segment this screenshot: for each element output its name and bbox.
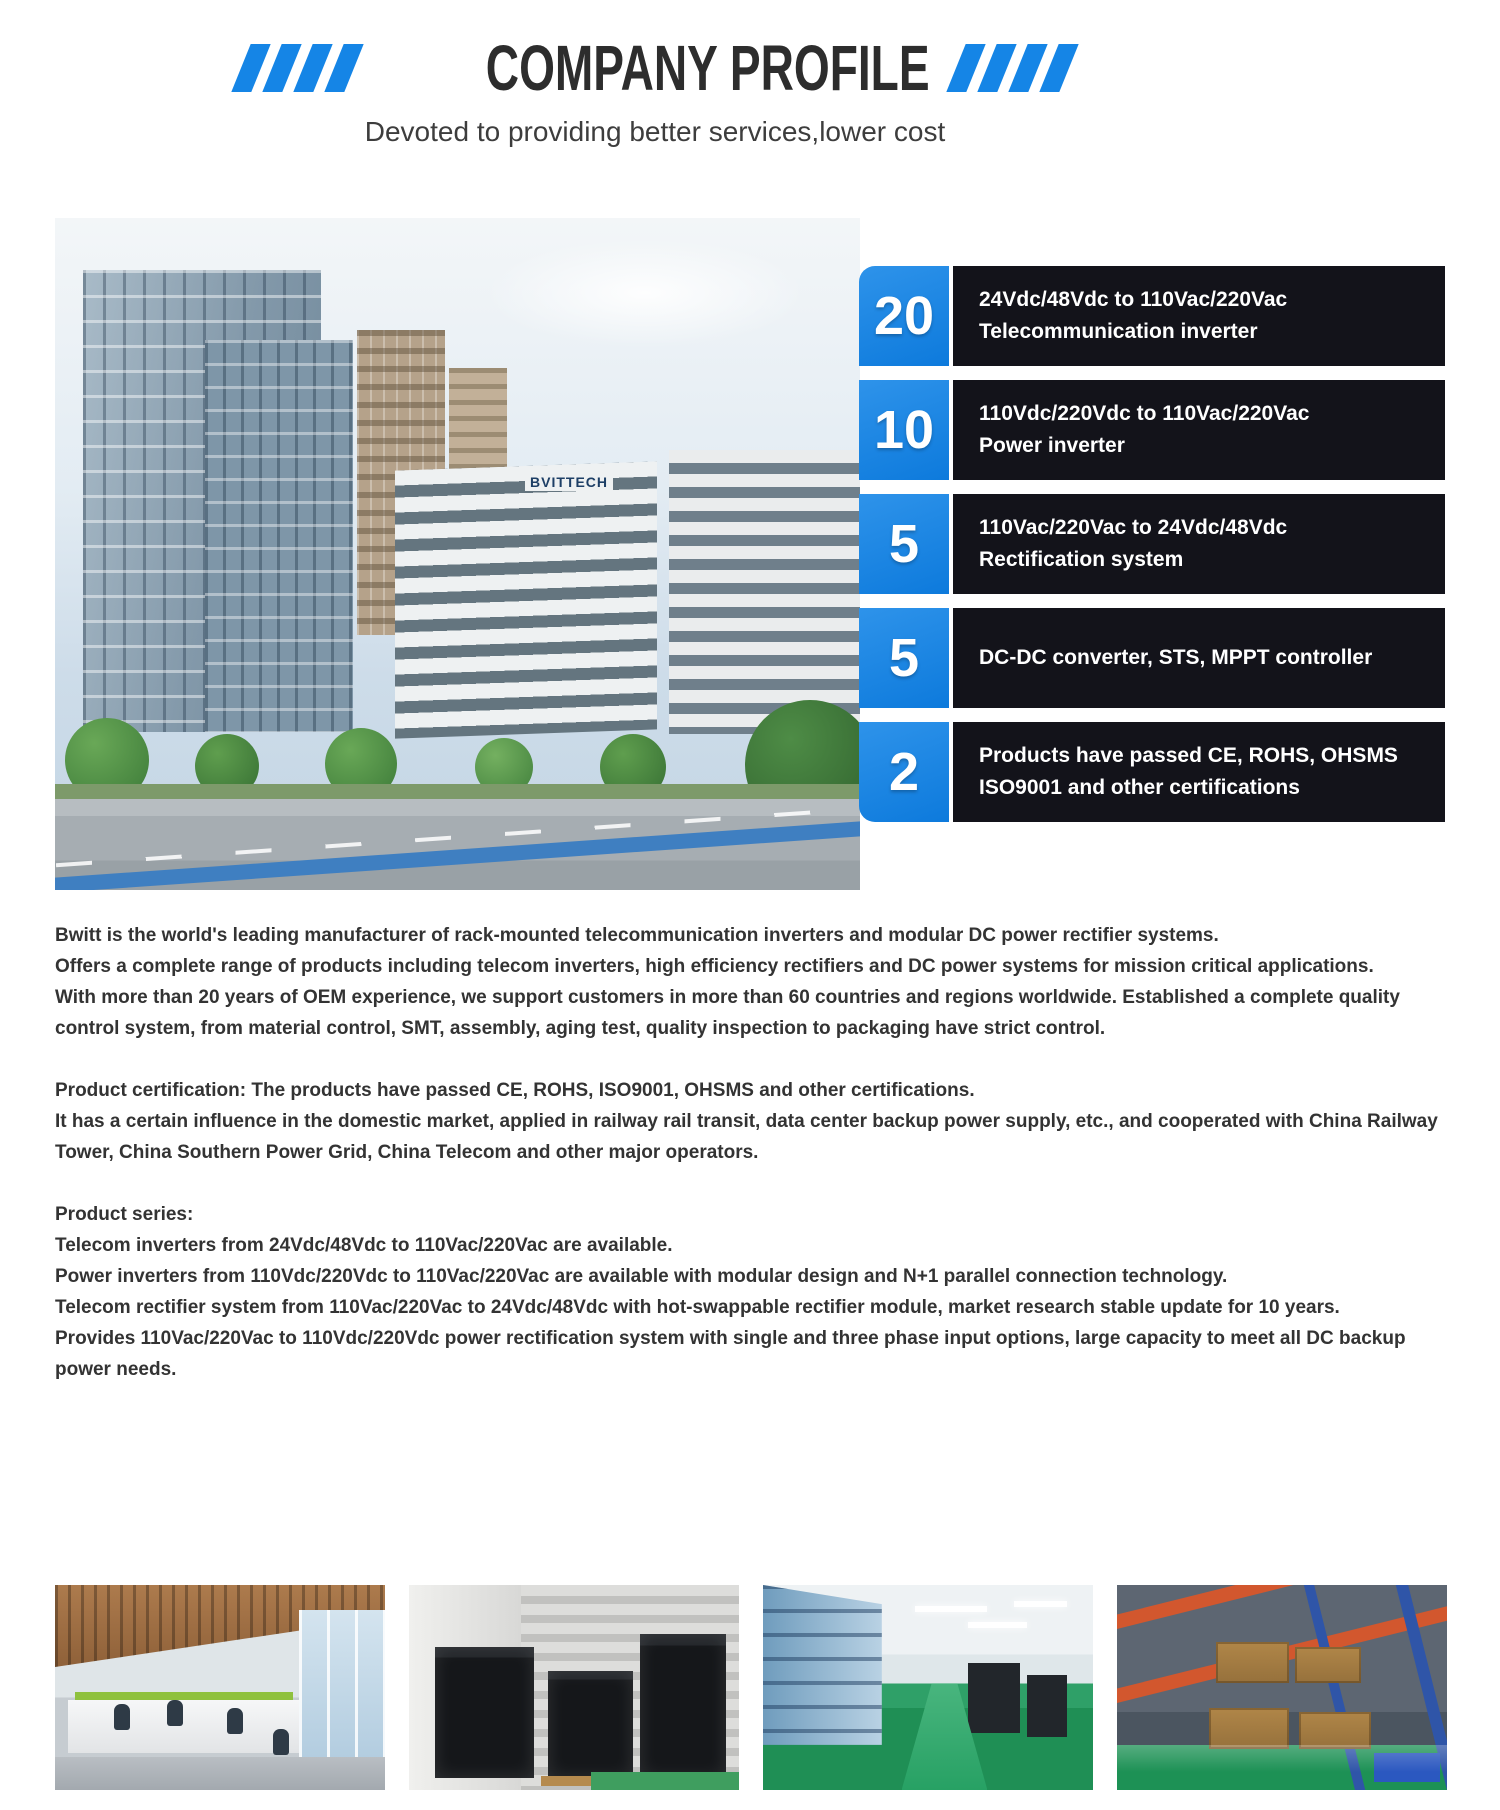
cardboard-box xyxy=(1299,1712,1372,1749)
chassis-stack xyxy=(435,1647,534,1778)
stat-line1: Products have passed CE, ROHS, OHSMS xyxy=(979,744,1398,767)
stat-line2: Power inverter xyxy=(979,434,1125,457)
stat-bar xyxy=(953,380,1445,480)
chassis-stack xyxy=(548,1671,634,1778)
stat-line2: Rectification system xyxy=(979,548,1184,571)
stat-row-certifications xyxy=(859,722,1445,822)
product-series-heading: Product series: xyxy=(55,1204,194,1225)
about-paragraph: Bwitt is the world's leading manufacturer of rack-mounted telecommunication inverters and modular DC power rectifier systems. xyxy=(55,925,1219,946)
office-floor xyxy=(55,1757,385,1790)
title-slashes-left xyxy=(241,44,354,92)
office-desks xyxy=(68,1700,299,1753)
workshop-aisle-photo xyxy=(763,1585,1093,1790)
facility-photo-gallery xyxy=(55,1585,1447,1790)
ceiling-light xyxy=(1014,1601,1067,1607)
chassis-stack xyxy=(640,1634,726,1778)
stat-line1: 110Vac/220Vac to 24Vdc/48Vdc xyxy=(979,516,1288,539)
office-building xyxy=(395,461,657,738)
stat-line2: Telecommunication inverter xyxy=(979,320,1258,343)
stat-bar xyxy=(953,722,1445,822)
cardboard-box xyxy=(1209,1708,1288,1749)
products-stock-photo xyxy=(409,1585,739,1790)
warehouse-racks-photo xyxy=(1117,1585,1447,1790)
about-paragraph: Offers a complete range of products including telecom inverters, high efficiency rectifiers and DC power systems for mission critical applications. xyxy=(55,956,1374,977)
page-subtitle: Devoted to providing better services,lower cost xyxy=(364,116,946,147)
cloud-shape xyxy=(485,238,805,348)
slash-icon xyxy=(324,44,363,92)
person-shape xyxy=(273,1729,289,1755)
stat-number-badge: 2 xyxy=(859,722,949,822)
ceiling-light xyxy=(968,1622,1027,1628)
header xyxy=(0,32,1500,148)
stat-bar xyxy=(953,494,1445,594)
ceiling-light xyxy=(915,1606,988,1612)
about-paragraph: Provides 110Vac/220Vac to 110Vdc/220Vdc power rectification system with single and three phase input options, large capacity to meet all DC backup power needs. xyxy=(55,1328,1406,1380)
about-paragraph: It has a certain influence in the domestic market, applied in railway rail transit, data center backup power supply, etc., and cooperated with China Railway Tower, China Southern Power Grid, China Telecom and other major operators. xyxy=(55,1111,1438,1163)
green-partition xyxy=(75,1692,293,1700)
building-sign: BVITTECH xyxy=(525,473,613,491)
stat-row-power-inverter xyxy=(859,380,1445,480)
cardboard-box xyxy=(1295,1647,1361,1684)
stat-bar xyxy=(953,266,1445,366)
about-paragraph: Power inverters from 110Vdc/220Vdc to 110Vac/220Vac are available with modular design and N+1 parallel connection technology. xyxy=(55,1266,1228,1287)
workshop-windows xyxy=(763,1585,882,1745)
hero-section xyxy=(55,218,1445,890)
stat-number-badge: 5 xyxy=(859,608,949,708)
stat-row-rectification-system xyxy=(859,494,1445,594)
green-floor-mat xyxy=(591,1772,740,1790)
stat-bar xyxy=(953,608,1445,708)
stat-row-telecom-inverter xyxy=(859,266,1445,366)
stat-number-badge: 20 xyxy=(859,266,949,366)
about-section xyxy=(55,920,1447,1385)
stat-number-badge: 5 xyxy=(859,494,949,594)
about-paragraph: With more than 20 years of OEM experience, we support customers in more than 60 countries and regions worldwide. Established a complete quality control system, from material control, SMT, assembly, aging test, quality inspection to packaging have strict control. xyxy=(55,987,1400,1039)
stat-line1: 24Vdc/48Vdc to 110Vac/220Vac xyxy=(979,288,1288,311)
equipment-rack xyxy=(1027,1675,1067,1737)
stat-line1: 110Vdc/220Vdc to 110Vac/220Vac xyxy=(979,402,1310,425)
office-windows xyxy=(299,1610,385,1758)
about-paragraph: Product certification: The products have passed CE, ROHS, ISO9001, OHSMS and other certifications. xyxy=(55,1080,975,1101)
page-title: COMPANY PROFILE xyxy=(485,32,930,104)
about-paragraph: Telecom rectifier system from 110Vac/220Vac to 24Vdc/48Vdc with hot-swappable rectifier module, market research stable update for 10 years. xyxy=(55,1297,1340,1318)
person-shape xyxy=(227,1708,243,1734)
office-photo xyxy=(55,1585,385,1790)
glossy-floor xyxy=(1117,1745,1447,1790)
about-paragraph: Telecom inverters from 24Vdc/48Vdc to 110Vac/220Vac are available. xyxy=(55,1235,673,1256)
person-shape xyxy=(167,1700,183,1726)
title-row xyxy=(0,32,1310,104)
office-building xyxy=(669,450,860,734)
stat-number-badge: 10 xyxy=(859,380,949,480)
stat-line2: ISO9001 and other certifications xyxy=(979,776,1300,799)
stat-row-dcdc-converter xyxy=(859,608,1445,708)
stats-list xyxy=(859,266,1445,836)
title-slashes-right xyxy=(956,44,1069,92)
cardboard-box xyxy=(1216,1642,1289,1683)
equipment-rack xyxy=(968,1663,1021,1733)
office-tower xyxy=(205,340,353,732)
company-building-photo xyxy=(55,218,860,890)
slash-icon xyxy=(1039,44,1078,92)
person-shape xyxy=(114,1704,130,1730)
stat-line1: DC-DC converter, STS, MPPT controller xyxy=(979,646,1373,669)
